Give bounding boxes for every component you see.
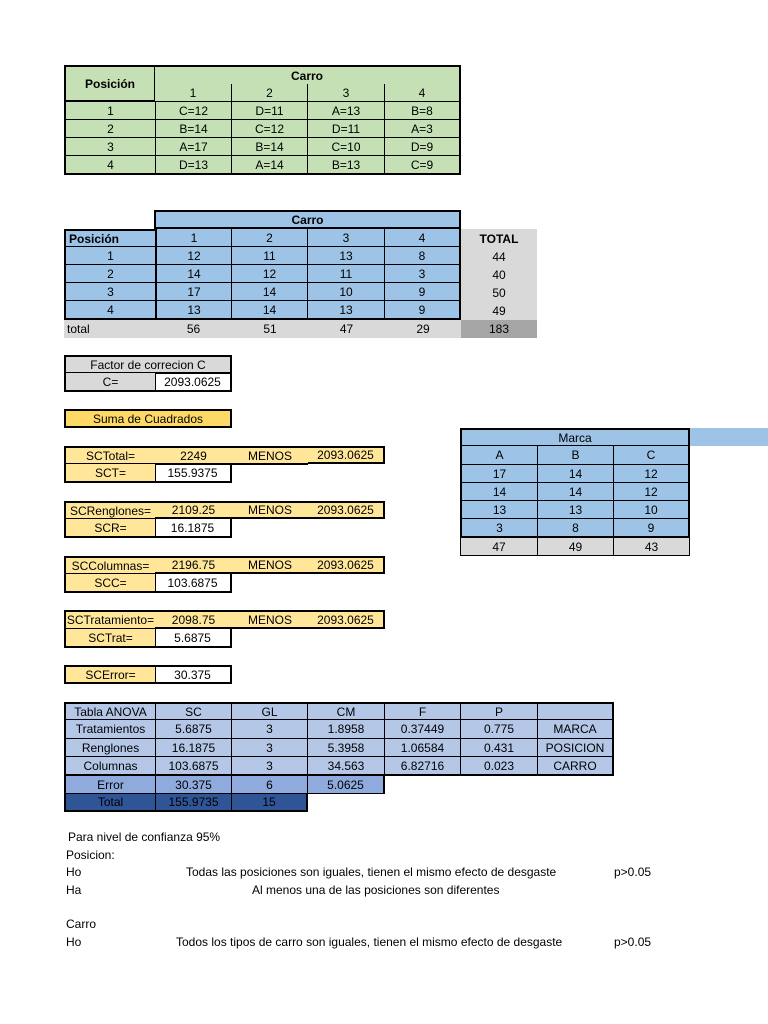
sct-minus-value[interactable]: 2093.0625 <box>308 446 385 464</box>
cell[interactable]: 5.6875 <box>156 720 232 739</box>
cell[interactable]: 10 <box>308 283 385 301</box>
cell[interactable]: 3 <box>232 757 308 776</box>
cell[interactable]: D=11 <box>308 120 385 138</box>
divider <box>155 463 308 465</box>
p-value-note: p>0.05 <box>614 865 652 879</box>
scr-total-value[interactable]: 2109.25 <box>155 501 232 519</box>
ha-label: Ha <box>66 883 82 897</box>
anova-row-name[interactable]: Error <box>64 776 156 794</box>
scc-label[interactable]: SCC= <box>64 574 156 593</box>
cell[interactable]: 0.37449 <box>385 720 461 739</box>
ho-label: Ho <box>66 935 82 949</box>
sct-label[interactable]: SCT= <box>64 464 156 483</box>
cell[interactable]: 8 <box>538 519 614 538</box>
cell[interactable]: POSICION <box>538 739 614 757</box>
cell[interactable]: Posición <box>64 229 155 247</box>
ho-text: Todos los tipos de carro son iguales, tienen el mismo efecto de desgaste <box>176 935 563 949</box>
cell[interactable]: 14 <box>232 283 308 301</box>
sctr-total-label[interactable]: SCTratamiento= <box>64 610 156 629</box>
cell[interactable]: A=13 <box>308 102 385 120</box>
cell[interactable]: 13 <box>308 301 385 320</box>
header-carro: Carro <box>290 68 323 83</box>
ho-text: Todas las posiciones son iguales, tienen el mismo efecto de desgaste <box>186 865 557 879</box>
cell[interactable]: 51 <box>232 320 308 338</box>
cell[interactable]: 12 <box>232 265 308 283</box>
factor-value[interactable]: 2093.0625 <box>155 373 232 392</box>
scc-value[interactable]: 103.6875 <box>155 574 232 593</box>
anova-header[interactable]: F <box>385 702 461 720</box>
anova-header-empty <box>538 702 614 720</box>
anova-header[interactable]: P <box>461 702 538 720</box>
cell[interactable]: 3 <box>308 229 385 247</box>
cell[interactable]: 4 <box>64 156 156 175</box>
cell[interactable]: C=10 <box>308 138 385 156</box>
factor-title[interactable]: Factor de correcion C <box>64 355 232 374</box>
cell[interactable]: 3 <box>232 720 308 739</box>
cell[interactable]: 155.9735 <box>156 794 232 812</box>
anova-header[interactable]: CM <box>308 702 385 720</box>
anova-header[interactable]: GL <box>232 702 308 720</box>
cell[interactable] <box>155 65 461 84</box>
posicion-heading: Posicion: <box>66 848 115 862</box>
cell[interactable]: 29 <box>385 320 461 338</box>
cell[interactable]: 49 <box>461 302 537 320</box>
scc-total-label[interactable]: SCColumnas= <box>64 556 156 574</box>
anova-row-name[interactable]: Renglones <box>64 739 156 757</box>
anova-header[interactable]: Tabla ANOVA <box>64 702 156 720</box>
cell[interactable]: 13 <box>308 247 385 265</box>
cell[interactable]: B=13 <box>308 156 385 175</box>
sct-total-value[interactable]: 2249 <box>155 446 232 464</box>
cell[interactable]: MARCA <box>538 720 614 739</box>
highlight-cell <box>690 428 768 446</box>
cell[interactable]: 1.06584 <box>385 739 461 757</box>
cell[interactable]: total <box>64 320 155 338</box>
cell[interactable]: B <box>538 446 614 465</box>
cell[interactable]: 49 <box>538 538 614 556</box>
cell[interactable]: C=12 <box>156 102 232 120</box>
cell[interactable]: 103.6875 <box>156 757 232 776</box>
cell[interactable]: 9 <box>385 283 461 301</box>
anova-row-name[interactable]: Columnas <box>64 757 156 776</box>
cell[interactable]: 1.8958 <box>308 720 385 739</box>
cell[interactable]: 56 <box>155 320 232 338</box>
cell[interactable]: 0.023 <box>461 757 538 776</box>
cell[interactable]: 34.563 <box>308 757 385 776</box>
scc-total-value[interactable]: 2196.75 <box>155 556 232 574</box>
cell[interactable]: D=9 <box>385 138 461 156</box>
sctr-total-value[interactable]: 2098.75 <box>155 610 232 629</box>
cell[interactable]: 4 <box>385 84 461 102</box>
menos-label[interactable]: MENOS <box>232 556 308 574</box>
cell[interactable]: 14 <box>538 483 614 501</box>
cell[interactable]: A <box>460 446 538 465</box>
cell[interactable]: 5.3958 <box>308 739 385 757</box>
cell[interactable]: 50 <box>461 284 537 302</box>
cell[interactable]: 3 <box>64 138 156 156</box>
cell[interactable]: 12 <box>155 247 232 265</box>
cell[interactable]: 9 <box>385 301 461 320</box>
menos-label[interactable]: MENOS <box>232 501 308 519</box>
cell[interactable]: 11 <box>308 265 385 283</box>
cell[interactable]: 9 <box>614 519 690 538</box>
carro-heading: Carro <box>66 917 97 931</box>
cell[interactable]: C=12 <box>232 120 308 138</box>
cell[interactable]: 3 <box>308 84 385 102</box>
cell[interactable]: 11 <box>232 247 308 265</box>
cell[interactable]: 2 <box>232 84 308 102</box>
suma-title[interactable]: Suma de Cuadrados <box>64 409 232 428</box>
cell[interactable]: 3 <box>232 739 308 757</box>
cell[interactable]: D=11 <box>232 102 308 120</box>
scr-total-label[interactable]: SCRenglones= <box>64 501 156 519</box>
cell[interactable]: B=14 <box>156 120 232 138</box>
cell[interactable]: Carro <box>154 210 461 229</box>
cell[interactable]: A=17 <box>156 138 232 156</box>
cell[interactable]: 47 <box>460 538 538 556</box>
cell[interactable]: 10 <box>614 501 690 519</box>
cell[interactable]: C <box>614 446 690 465</box>
cell[interactable]: A=14 <box>232 156 308 175</box>
cell[interactable]: 8 <box>385 247 461 265</box>
cell[interactable]: 17 <box>155 283 232 301</box>
menos-label[interactable]: MENOS <box>232 446 308 464</box>
cell[interactable]: 1 <box>155 84 232 102</box>
confianza-note: Para nivel de confianza 95% <box>68 830 221 844</box>
cell[interactable]: 1 <box>64 247 155 265</box>
sctr-minus-value[interactable]: 2093.0625 <box>308 610 385 629</box>
cell[interactable]: 14 <box>155 265 232 283</box>
cell[interactable]: 0.431 <box>461 739 538 757</box>
scr-minus-value[interactable]: 2093.0625 <box>308 501 385 519</box>
cell[interactable]: 183 <box>461 320 537 338</box>
cell[interactable]: 3 <box>460 519 538 538</box>
cell[interactable]: 15 <box>232 794 308 812</box>
cell[interactable]: 1 <box>64 102 156 120</box>
p-value-note: p>0.05 <box>614 935 652 949</box>
cell[interactable]: 40 <box>461 266 537 284</box>
cell[interactable]: 47 <box>308 320 385 338</box>
cell[interactable]: D=13 <box>156 156 232 175</box>
cell[interactable]: 12 <box>614 483 690 501</box>
cell[interactable]: 4 <box>385 229 461 247</box>
cell[interactable]: TOTAL <box>461 229 537 248</box>
cell[interactable]: 6.82716 <box>385 757 461 776</box>
cell[interactable]: 5.0625 <box>308 776 385 794</box>
sct-total-label[interactable]: SCTotal= <box>64 446 156 464</box>
cell[interactable]: 44 <box>461 248 537 266</box>
cell[interactable]: 14 <box>538 465 614 483</box>
cell[interactable]: 3 <box>64 283 155 301</box>
cell[interactable]: 1 <box>155 229 232 247</box>
cell[interactable]: 4 <box>64 301 155 320</box>
cell[interactable]: A=3 <box>385 120 461 138</box>
anova-header[interactable]: SC <box>156 702 232 720</box>
scr-label[interactable]: SCR= <box>64 519 156 538</box>
header-posicion: Posición <box>84 76 135 91</box>
cell[interactable]: 43 <box>614 538 690 556</box>
cell[interactable]: 17 <box>460 465 538 483</box>
sctr-label[interactable]: SCTrat= <box>64 629 156 648</box>
cell[interactable]: 14 <box>232 301 308 320</box>
scc-minus-value[interactable]: 2093.0625 <box>308 556 385 574</box>
cell[interactable]: 12 <box>614 465 690 483</box>
cell[interactable]: 2 <box>64 265 155 283</box>
ha-text: Al menos una de las posiciones son diferentes <box>252 883 500 897</box>
cell[interactable]: B=14 <box>232 138 308 156</box>
cell[interactable]: 16.1875 <box>156 739 232 757</box>
cell[interactable]: 3 <box>385 265 461 283</box>
cell[interactable]: B=8 <box>385 102 461 120</box>
ho-label: Ho <box>66 865 82 879</box>
cell[interactable]: 2 <box>232 229 308 247</box>
factor-label[interactable]: C= <box>64 373 156 392</box>
cell[interactable]: 13 <box>155 301 232 320</box>
cell[interactable]: CARRO <box>538 757 614 776</box>
anova-row-name[interactable]: Tratamientos <box>64 720 156 739</box>
sct-value[interactable]: 155.9375 <box>155 464 232 483</box>
sctr-value[interactable]: 5.6875 <box>155 629 232 648</box>
cell[interactable]: 13 <box>460 501 538 519</box>
anova-row-name[interactable]: Total <box>64 794 156 812</box>
cell[interactable] <box>64 65 156 102</box>
cell[interactable]: 14 <box>460 483 538 501</box>
scr-value[interactable]: 16.1875 <box>155 519 232 538</box>
sce-label[interactable]: SCError= <box>64 665 156 684</box>
cell[interactable]: C=9 <box>385 156 461 175</box>
cell[interactable]: 6 <box>232 776 308 794</box>
cell[interactable]: 30.375 <box>156 776 232 794</box>
cell[interactable]: 0.775 <box>461 720 538 739</box>
cell[interactable]: 13 <box>538 501 614 519</box>
sce-value[interactable]: 30.375 <box>155 665 232 684</box>
menos-label[interactable]: MENOS <box>232 610 308 629</box>
cell[interactable]: 2 <box>64 120 156 138</box>
marca-title[interactable]: Marca <box>460 428 690 446</box>
